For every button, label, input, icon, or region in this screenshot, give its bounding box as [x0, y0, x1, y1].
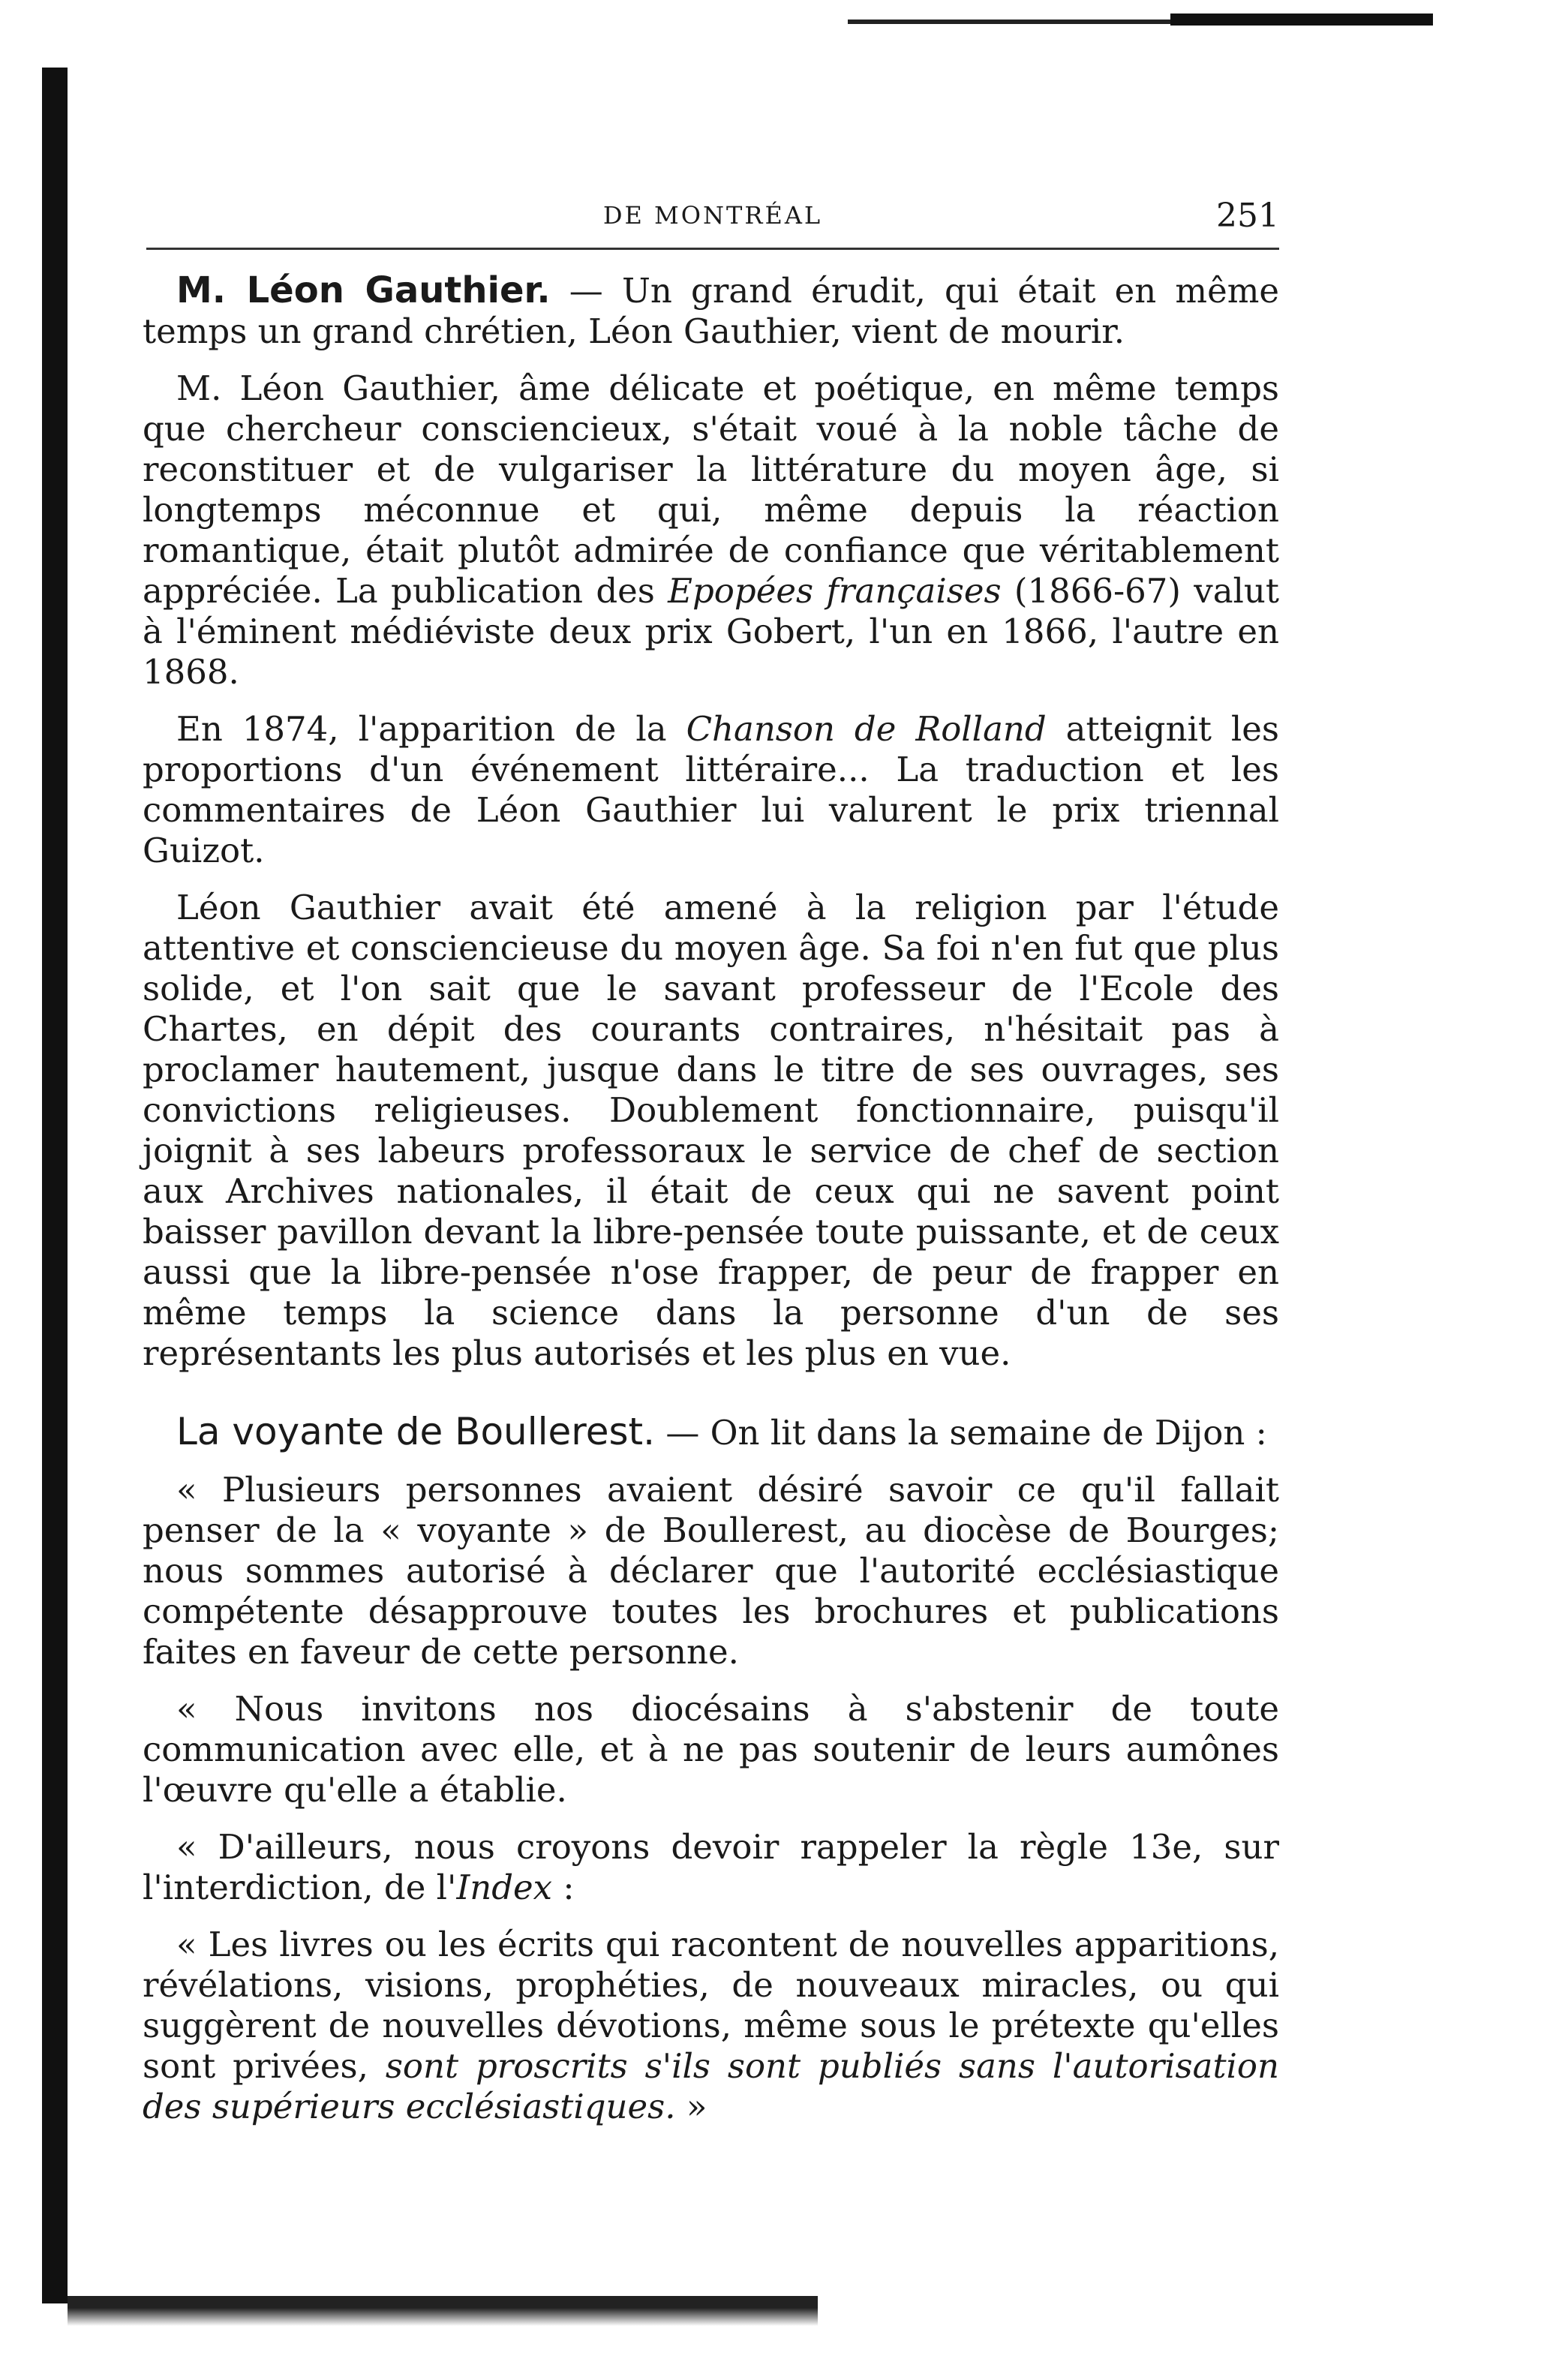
- article2-paragraph-4: [143, 1827, 1279, 1908]
- article1-p2-end: (1866-67) valut à l'éminent médiéviste deux prix Gobert, l'un en 1866, l'autre en 1868.: [143, 571, 1280, 692]
- article2-p5-start: « Les livres ou les écrits qui racontent de nouvelles apparitions, révélations, visions, prophéties, de nouveaux miracles, ou qui suggèrent de nouvelles dévotions, même sous le prétexte qu'elles sont privées,: [143, 1925, 1279, 2086]
- page-header: [146, 197, 1279, 242]
- article1-p2-italic: Epopées françaises: [668, 571, 1002, 611]
- top-scan-rule-thick: [1170, 14, 1433, 26]
- article2-p4-end: :: [552, 1868, 575, 1907]
- article2-paragraph-2: « Plusieurs personnes avaient désiré savoir ce qu'il fallait penser de la « voyante » de Boullerest, au diocèse de Bourges; nous sommes autorisé à déclarer que l'autorité ecclésiastique compétente désapprouve toutes les brochures et publications faites en faveur de cette personne.: [143, 1470, 1279, 1672]
- article2-heading: La voyante de Boullerest.: [176, 1410, 656, 1453]
- header-rule: [146, 248, 1279, 250]
- article2-p4-italic: Index: [456, 1868, 553, 1907]
- article2-lead: — On lit dans la semaine de Dijon :: [655, 1413, 1267, 1453]
- page-body: [143, 270, 1279, 2144]
- article2-p4-start: « D'ailleurs, nous croyons devoir rappeler la règle 13e, sur l'interdiction, de l': [143, 1827, 1279, 1907]
- article2-paragraph-5: [143, 1925, 1279, 2127]
- binding-shadow: [42, 68, 68, 2303]
- article2-paragraph-3: « Nous invitons nos diocésains à s'abstenir de toute communication avec elle, et à ne pas soutenir de leurs aumônes l'œuvre qu'elle a établie.: [143, 1689, 1279, 1810]
- article1-p2-text: M. Léon Gauthier, âme délicate et poétique, en même temps que chercheur consciencieux, s'était voué à la noble tâche de reconstituer et de vulgariser la littérature du moyen âge, si longtemps méconnue et qui, même depuis la réaction romantique, était plutôt admirée de confiance que véritablement appréciée. La publication des: [143, 368, 1279, 611]
- article1-lead: — Un grand érudit, qui était en même temps un grand chrétien, Léon Gauthier, vient de mourir.: [143, 271, 1279, 351]
- running-head: DE MONTRÉAL: [602, 201, 823, 230]
- article1-p3-italic: Chanson de Rolland: [686, 709, 1047, 749]
- article2-p5-end: »: [675, 2087, 707, 2126]
- article2-p5-italic: sont proscrits s'ils sont publiés sans l'autorisation des supérieurs ecclésiastiques.: [143, 2046, 1279, 2126]
- article1-paragraph-3: [143, 709, 1279, 871]
- page-number: 251: [1216, 197, 1279, 235]
- article1-paragraph-4: Léon Gauthier avait été amené à la religion par l'étude attentive et consciencieuse du moyen âge. Sa foi n'en fut que plus solide, et l'on sait que le savant professeur de l'Ecole des Chartes, en dépit des courants contraires, n'hésitait pas à proclamer hautement, jusque dans le titre de ses ouvrages, ses convictions religieuses. Doublement fonctionnaire, puisqu'il joignit à ses labeurs professoraux le service de chef de section aux Archives nationales, il était de ceux qui ne savent point baisser pavillon devant la libre-pensée toute puissante, et de ceux aussi que la libre-pensée n'ose frapper, de peur de frapper en même temps la science dans la personne d'un de ses représentants les plus autorisés et les plus en vue.: [143, 888, 1279, 1373]
- article1-p3-start: En 1874, l'apparition de la: [176, 709, 686, 749]
- article1-p3-end: atteignit les proportions d'un événement littéraire... La traduction et les commentaires de Léon Gauthier lui valurent le prix triennal Guizot.: [143, 709, 1280, 870]
- bottom-scan-shadow: [68, 2296, 818, 2326]
- article2-lead-paragraph: [143, 1411, 1279, 1453]
- article1-lead-paragraph: [143, 270, 1279, 352]
- section-gap: [143, 1390, 1279, 1411]
- article1-paragraph-2: [143, 368, 1279, 693]
- article1-heading: M. Léon Gauthier.: [176, 269, 551, 311]
